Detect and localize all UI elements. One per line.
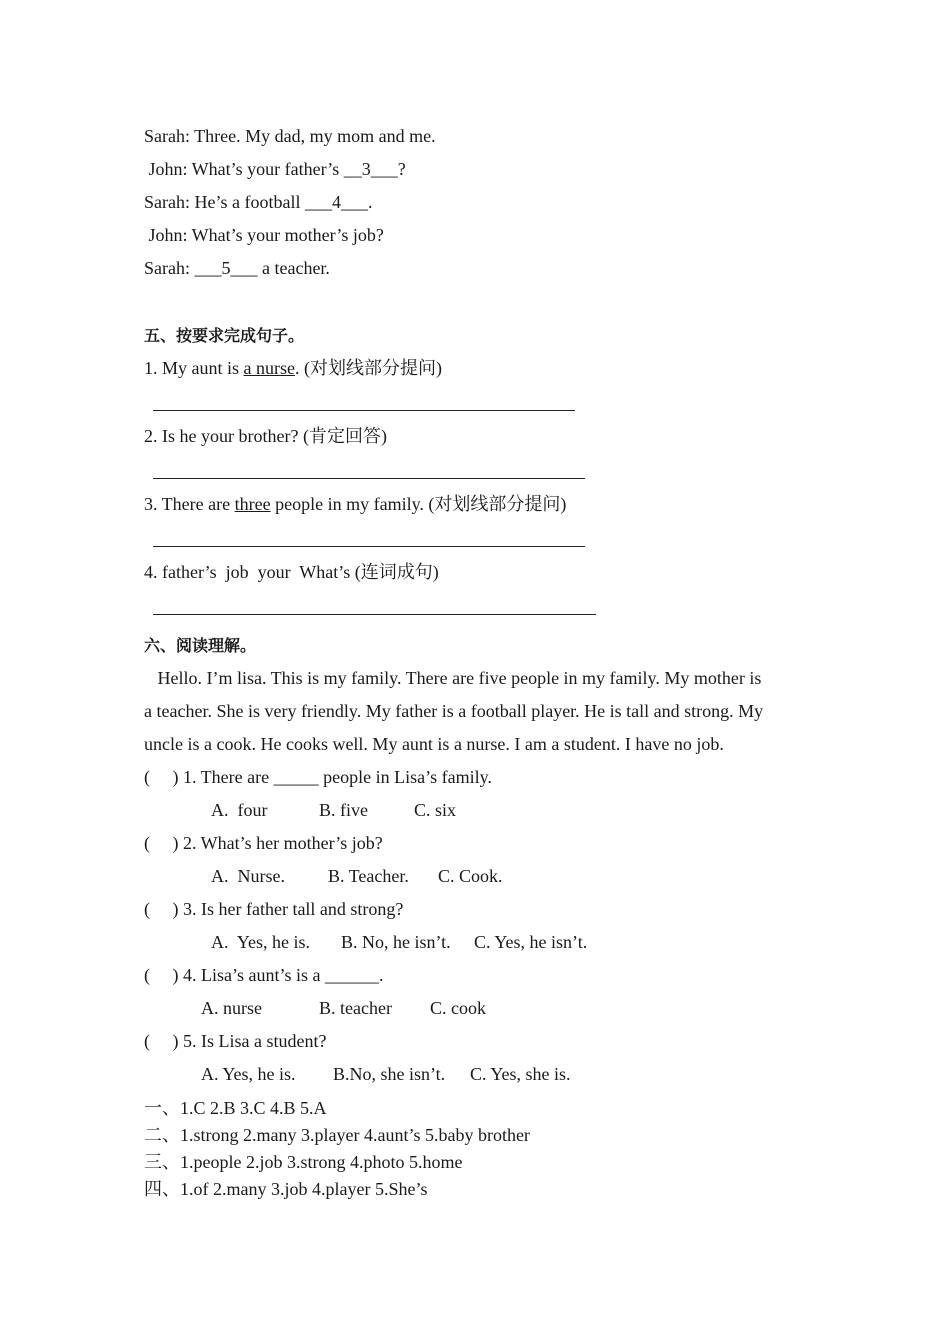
passage-line: a teacher. She is very friendly. My father is a football player. He is tall and strong. My	[144, 701, 764, 721]
answer-line[interactable]	[153, 546, 585, 547]
reading-question-4: ( ) 4. Lisa’s aunt’s is a ______.	[144, 965, 384, 985]
option-c[interactable]: C. six	[414, 800, 457, 820]
dialogue-line: John: What’s your father’s __3___?	[144, 159, 406, 179]
answer-key-line: 二、1.strong 2.many 3.player 4.aunt’s 5.baby brother	[144, 1125, 530, 1145]
option-a[interactable]: A. Yes, he is.	[211, 932, 311, 952]
answer-line[interactable]	[153, 478, 585, 479]
reading-question-3: ( ) 3. Is her father tall and strong?	[144, 899, 404, 919]
option-a[interactable]: A. four	[211, 800, 268, 820]
option-b[interactable]: B.No, she isn’t.	[333, 1064, 446, 1084]
question-5-2: 2. Is he your brother? (肯定回答)	[144, 426, 387, 446]
section-6-title: 六、阅读理解。	[144, 636, 257, 655]
answer-key-line: 四、1.of 2.many 3.job 4.player 5.She’s	[144, 1179, 428, 1199]
question-5-4: 4. father’s job your What’s (连词成句)	[144, 562, 439, 582]
option-b[interactable]: B. Teacher.	[328, 866, 409, 886]
option-a[interactable]: A. nurse	[201, 998, 262, 1018]
dialogue-line: Sarah: Three. My dad, my mom and me.	[144, 126, 436, 146]
question-5-1: 1. My aunt is a nurse. (对划线部分提问)	[144, 358, 442, 378]
option-b[interactable]: B. teacher	[319, 998, 392, 1018]
option-c[interactable]: C. Yes, he isn’t.	[474, 932, 588, 952]
passage-line: uncle is a cook. He cooks well. My aunt is a nurse. I am a student. I have no job.	[144, 734, 724, 754]
reading-question-5: ( ) 5. Is Lisa a student?	[144, 1031, 327, 1051]
option-b[interactable]: B. No, he isn’t.	[341, 932, 451, 952]
reading-question-1: ( ) 1. There are _____ people in Lisa’s family.	[144, 767, 492, 787]
answer-line[interactable]	[153, 614, 596, 615]
answer-line[interactable]	[153, 410, 575, 411]
reading-question-2: ( ) 2. What’s her mother’s job?	[144, 833, 383, 853]
section-5-title: 五、按要求完成句子。	[144, 326, 305, 345]
option-a[interactable]: A. Yes, he is.	[201, 1064, 296, 1084]
option-b[interactable]: B. five	[319, 800, 368, 820]
question-5-3: 3. There are three people in my family. (对划线部分提问)	[144, 494, 567, 514]
dialogue-line: Sarah: ___5___ a teacher.	[144, 258, 330, 278]
passage-line: Hello. I’m lisa. This is my family. There are five people in my family. My mother is	[144, 668, 762, 688]
dialogue-line: John: What’s your mother’s job?	[144, 225, 384, 245]
option-a[interactable]: A. Nurse.	[211, 866, 285, 886]
answer-key-line: 一、1.C 2.B 3.C 4.B 5.A	[144, 1098, 327, 1118]
option-c[interactable]: C. Yes, she is.	[470, 1064, 571, 1084]
option-c[interactable]: C. cook	[430, 998, 486, 1018]
option-c[interactable]: C. Cook.	[438, 866, 503, 886]
dialogue-line: Sarah: He’s a football ___4___.	[144, 192, 373, 212]
answer-key-line: 三、1.people 2.job 3.strong 4.photo 5.home	[144, 1152, 463, 1172]
